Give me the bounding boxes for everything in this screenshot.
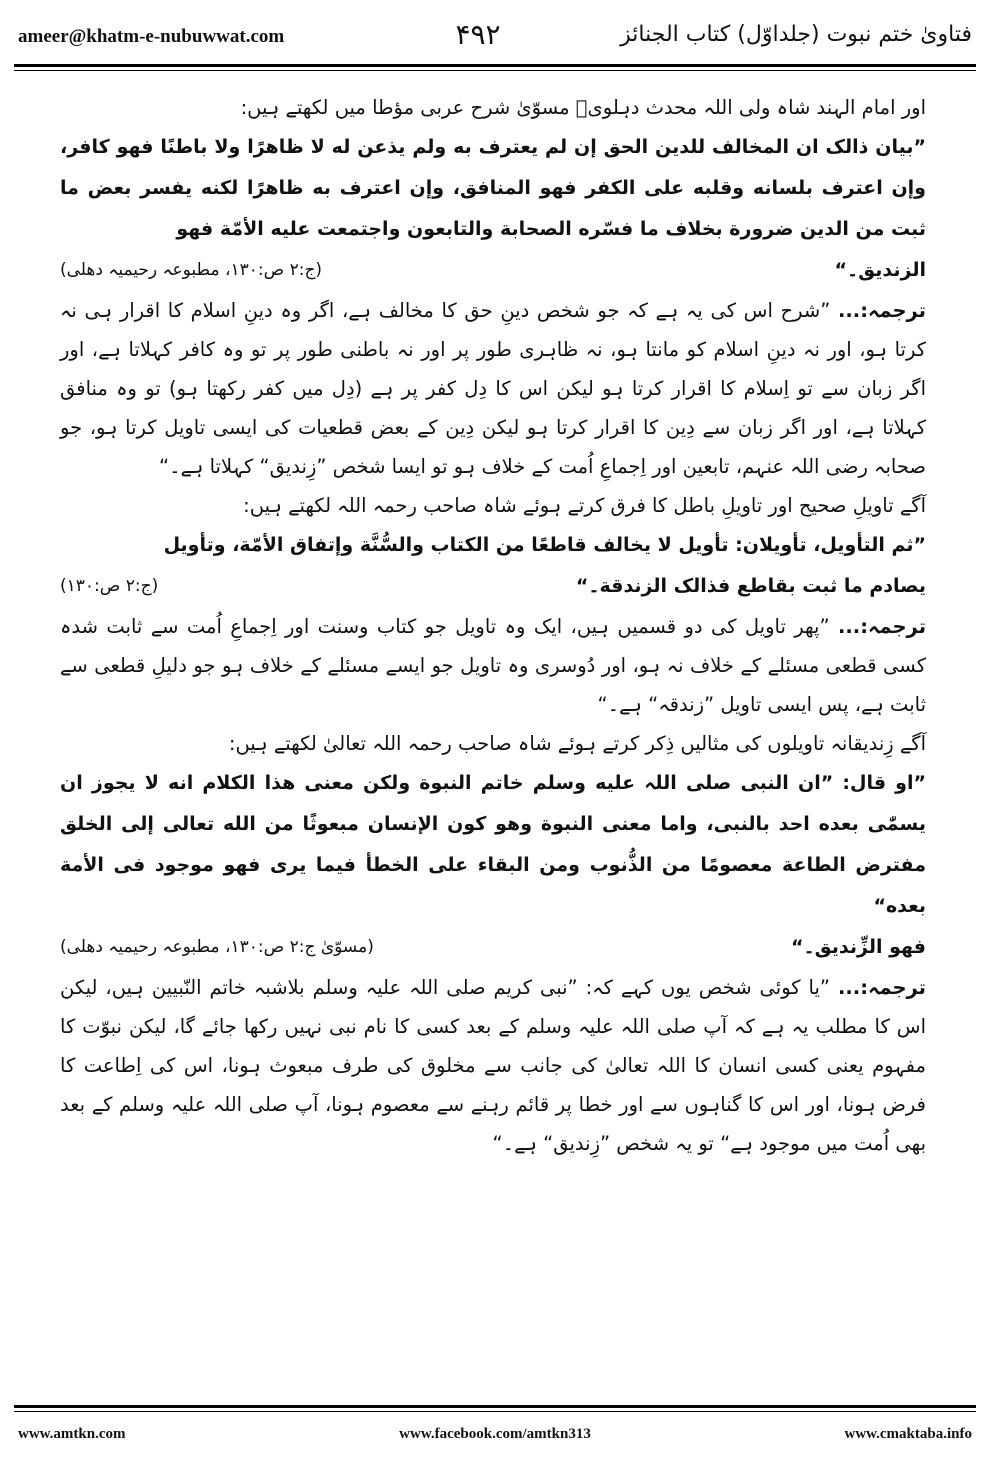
translation-text: ”شرح اس کی یہ ہے کہ جو شخص دینِ حق کا مخالف ہے، اگر وہ دینِ اسلام کا اقرار ہی نہ کرتا ہو، اور نہ دینِ اسلام کو مانتا ہو، نہ ظاہری طور پر اور نہ باطنی طور پر تو وہ کافر کہلاتا ہے، اور اگر زبان سے تو اِسلام کا اقرار کرتا ہو لیکن اس کا دِل کفر پر ہے (دِل میں کفر رکھتا ہو) تو وہ منافق کہلاتا ہے، اور اگر زبان سے دِین کا اقرار کرتا ہو لیکن دِین کے بعض قطعیات کی ایسی تاویل کرتا ہو، جو صحابہ رضی اللہ عنہم، تابعین اور اِجماعِ اُمت کے خلاف ہو تو ایسا شخص ”زِندیق“ کہلاتا ہے۔“ (60, 299, 926, 478)
translation-text: ”پھر تاویل کی دو قسمیں ہیں، ایک وہ تاویل جو کتاب وسنت اور اِجماعِ اُمت سے ثابت شدہ کسی قطعی مسئلے کے خلاف نہ ہو، اور دُوسری وہ تاویل جو ایسے مسئلے کے خلاف ہو جو دلیلِ قطعی سے ثابت ہے، پس ایسی تاویل ”زندقہ“ ہے۔“ (60, 615, 926, 716)
translation-label: ترجمہ:... (837, 976, 926, 999)
citation: (مسوّیٰ ج:۲ ص:۱۳۰، مطبوعہ رحیمیہ دھلی) (60, 937, 374, 957)
arabic-quote (60, 127, 926, 291)
translation-label: ترجمہ:... (837, 615, 927, 638)
arabic-quote-text: ”ثم التأویل، تأویلان: تأویل لا یخالف قاطعًا من الکتاب والسُّنَّة وإتفاق الأمّة، وتأویل (163, 534, 926, 556)
footer-rule-thin (14, 1411, 976, 1412)
translation-paragraph (60, 968, 926, 1163)
page-number: ۴۹۲ (455, 18, 501, 51)
arabic-quote (60, 525, 926, 607)
footer-rule-thick (14, 1405, 976, 1408)
header-rule-thin (14, 70, 976, 71)
arabic-quote-text: ”بیان ذالک ان المخالف للدین الحق إن لم یعترف به ولم یذعن له لا ظاهرًا ولا باطنًا فهو کافر، وإن اعترف بلسانه وقلبه علی الکفر فهو المنافق، وإن اعترف به ظاهرًا لکنه یفسر بعض ما ثبت من الدین ضرورة بخلاف ما فسّره الصحابة والتابعون واجتمعت علیه الأمّة فهو (60, 136, 926, 240)
intro-paragraph: اور امام الہند شاہ ولی اللہ محدث دہلویؒ مسوّیٰ شرح عربی مؤطا میں لکھتے ہیں: (240, 96, 926, 119)
translation-paragraph (60, 607, 926, 724)
footer-link-right[interactable]: www.cmaktaba.info (844, 1426, 972, 1442)
arabic-quote-text: ”او قال: ”ان النبی صلی اللہ علیه وسلم خاتم النبوة ولکن معنی هذا الکلام انه لا یجوز ان یسمّٰی بعده احد بالنبی، واما معنی النبوة وهو کون الإنسان مبعوثًا من الله تعالی إلی الخلق مفترض الطاعة معصومًا من الذُّنوب ومن البقاء علی الخطأ فیما یری فهو موجود فی الأمة بعده“ (60, 772, 926, 917)
arabic-quote-last-line (60, 927, 926, 968)
footer-link-left[interactable]: www.amtkn.com (18, 1426, 126, 1442)
translation-paragraph (60, 291, 926, 486)
translation-text: ”یا کوئی شخص یوں کہے کہ: ”نبی کریم صلی اللہ علیہ وسلم بلاشبہ خاتم النّبیین ہیں، لیکن اس کا مطلب یہ ہے کہ آپ صلی اللہ علیہ وسلم کے بعد کسی کا نام نبی نہیں رکھا جائے گا، لیکن نبوّت کا مفہوم یعنی کسی انسان کا اللہ تعالیٰ کی جانب سے مخلوق کی طرف مبعوث ہونا، اس کی اِطاعت کا فرض ہونا، اور اس کا گناہوں سے اور خطا پر قائم رہنے سے معصوم ہونا، آپ صلی اللہ علیہ وسلم کے بعد بھی اُمت میں موجود ہے“ تو یہ شخص ”زِندیق“ ہے۔“ (60, 976, 926, 1155)
translation-label: ترجمہ:... (837, 299, 926, 322)
arabic-quote-end: فهو الزِّندیق۔“ (791, 936, 926, 958)
citation: (ج:۲ ص:۱۳۰، مطبوعہ رحیمیہ دھلی) (60, 260, 323, 280)
intro-paragraph: آگے زِندیقانہ تاویلوں کی مثالیں ذِکر کرتے ہوئے شاہ صاحب رحمہ اللہ تعالیٰ لکھتے ہیں: (228, 732, 926, 755)
arabic-quote (60, 763, 926, 968)
arabic-quote-end: یصادم ما ثبت بقاطع فذالک الزندقة۔“ (575, 575, 926, 597)
page-body (60, 88, 926, 1163)
intro-paragraph: آگے تاویلِ صحیح اور تاویلِ باطل کا فرق کرتے ہوئے شاہ صاحب رحمہ اللہ لکھتے ہیں: (243, 494, 926, 517)
arabic-quote-last-line (60, 250, 926, 291)
book-title: فتاویٰ ختم نبوت (جلداوّل) کتاب الجنائز (620, 22, 972, 47)
header-email: ameer@khatm-e-nubuwwat.com (18, 26, 285, 47)
page-header (0, 0, 990, 70)
arabic-quote-end: الزندیق۔“ (834, 259, 926, 281)
citation: (ج:۲ ص:۱۳۰) (60, 576, 159, 596)
header-rule-thick (14, 64, 976, 67)
footer-link-center[interactable]: www.facebook.com/amtkn313 (399, 1426, 591, 1442)
page-footer (0, 1422, 990, 1452)
arabic-quote-last-line (60, 566, 926, 607)
